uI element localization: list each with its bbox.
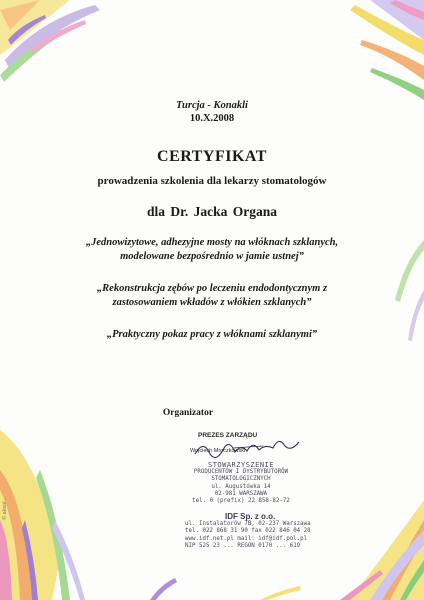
company-stamp-line-3: tel. 022 868 31 90 fax 022 846 04 28 (185, 528, 311, 535)
topic-2 (0, 282, 424, 309)
topic-1 (0, 236, 424, 263)
topic-3 (0, 328, 424, 342)
topic-1-line-1: „Jednowizytowe, adhezyjne mosty na włóknach szklanych, (85, 237, 339, 248)
topic-2-line-1: „Rekonstrukcja zębów po leczeniu endodontycznym z (96, 283, 328, 294)
topic-1-line-2: modelowane bezpośrednio w jamie ustnej” (120, 250, 304, 262)
certificate-subtitle: prowadzenia szkolenia dla lekarzy stomatologów (97, 175, 327, 187)
bottom-left-decoration (0, 430, 85, 600)
organizer-label: Organizator (162, 408, 214, 418)
association-stamp-line-1: STOWARZYSZENIE (207, 461, 274, 469)
recipient-name: dla Dr. Jacka Organa (146, 204, 277, 219)
topic-2-line-2: zastosowaniem wkładów z włókien szklanych” (112, 296, 312, 308)
event-place: Turcja - Konakli (176, 100, 248, 111)
event-date: 10.X.2008 (189, 113, 235, 124)
company-stamp-line-5: NIP 525 23 ... REGON 0170 ... 619 (185, 543, 301, 550)
president-title-stamp: PREZES ZARZĄDU (198, 432, 258, 439)
association-stamp-line-5: 02-981 WARSZAWA (214, 490, 268, 497)
president-name-stamp: Wojciech Mroczkowski (190, 448, 246, 454)
association-stamp-line-3: STOMATOLOGICZNYCH (211, 476, 271, 483)
company-stamp-line-2: ul. Instalatorów 7B, 02-237 Warszawa (185, 520, 311, 527)
company-name: IDF Sp. z o.o. (225, 512, 276, 521)
top-left-decoration (0, 0, 100, 82)
printer-side-mark: © aksol ... (2, 495, 8, 520)
company-stamp (185, 513, 315, 551)
top-right-decoration (350, 0, 424, 100)
bottom-center-decoration (150, 578, 301, 600)
association-stamp-line-2: PRODUCENTÓW I DYSTRYBUTORÓW (193, 469, 289, 476)
bottom-right-decoration (340, 500, 424, 600)
company-stamp-line-4: www.idf.net.pl mail: idf@idf.pol.pl (185, 535, 308, 542)
association-stamp (175, 462, 307, 505)
certificate-title: CERTYFIKAT (157, 148, 267, 165)
association-stamp-line-6: tel. 0 (prefix) 22 858-82-72 (192, 498, 290, 505)
topic-3-line-1: „Praktyczny pokaz pracy z włóknami szklanymi” (106, 329, 318, 340)
association-stamp-line-4: ul. Augustówka 14 (211, 483, 271, 490)
